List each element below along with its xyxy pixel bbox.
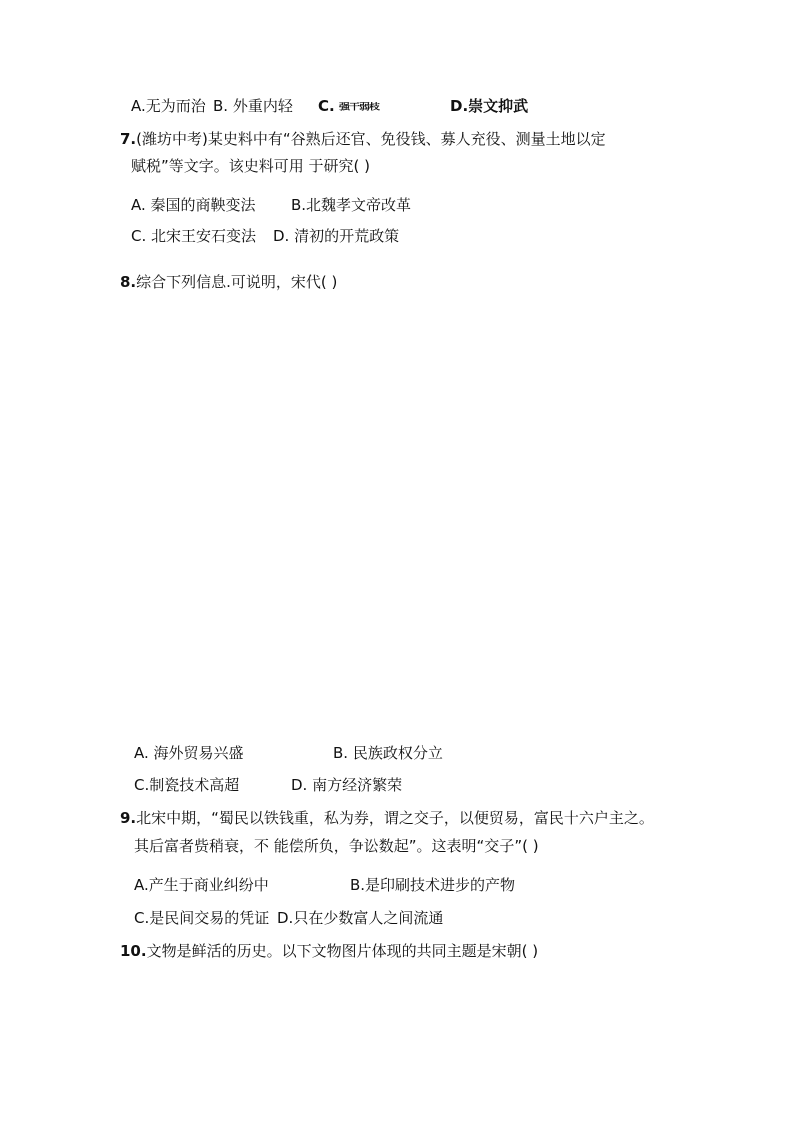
q7-option-c: C. 北宋王安石变法 — [131, 227, 257, 245]
q7-stem-text1: (潍坊中考)某史料中有“谷熟后还官、免役钱、募人充役、测量土地以定 — [136, 130, 606, 148]
q10-stem — [120, 941, 538, 961]
q7-option-a: A. 秦国的商鞅变法 — [131, 196, 256, 214]
q8-option-a: A. 海外贸易兴盛 — [134, 744, 244, 762]
q8-stem — [120, 272, 337, 292]
q6-option-b: B. 外重内轻 — [213, 97, 293, 115]
q6-option-c-letter: C. — [318, 97, 335, 115]
q9-stem-text1: 北宋中期，“蜀民以铁钱重，私为券，谓之交子，以便贸易，富民十六户主之。 — [136, 809, 654, 827]
q6-option-d: D.崇文抑武 — [450, 97, 529, 115]
q7-stem-line1 — [120, 129, 606, 149]
q7-option-d: D. 清初的开荒政策 — [273, 227, 400, 245]
q10-stem-text: 文物是鲜活的历史。以下文物图片体现的共同主题是宋朝( ) — [146, 942, 539, 960]
q10-number: 10. — [120, 942, 147, 960]
q9-stem-line2: 其后富者赀稍衰，不 能偿所负，争讼数起”。这表明“交子”( ) — [134, 837, 539, 855]
q8-stem-text: 综合下列信息.可说明，宋代( ) — [136, 273, 338, 291]
q9-option-b: B.是印刷技术进步的产物 — [350, 876, 516, 894]
q7-option-b: B.北魏孝文帝改革 — [291, 196, 412, 214]
q6-option-a: A.无为而治 — [131, 97, 206, 115]
q6-option-c-text: 强干弱枝 — [339, 101, 379, 112]
q8-number: 8. — [120, 273, 137, 291]
q9-option-c: C.是民间交易的凭证 — [134, 909, 270, 927]
q8-option-b: B. 民族政权分立 — [333, 744, 443, 762]
q8-option-c: C.制瓷技术高超 — [134, 776, 240, 794]
q7-stem-line2: 赋税”等文字。该史料可用 于研究( ) — [131, 157, 371, 175]
q9-option-a: A.产生于商业纠纷中 — [134, 876, 269, 894]
q7-number: 7. — [120, 130, 137, 148]
q9-stem-line1 — [120, 808, 654, 828]
q9-number: 9. — [120, 809, 137, 827]
q9-option-d: D.只在少数富人之间流通 — [277, 909, 444, 927]
q8-option-d: D. 南方经济繁荣 — [291, 776, 403, 794]
